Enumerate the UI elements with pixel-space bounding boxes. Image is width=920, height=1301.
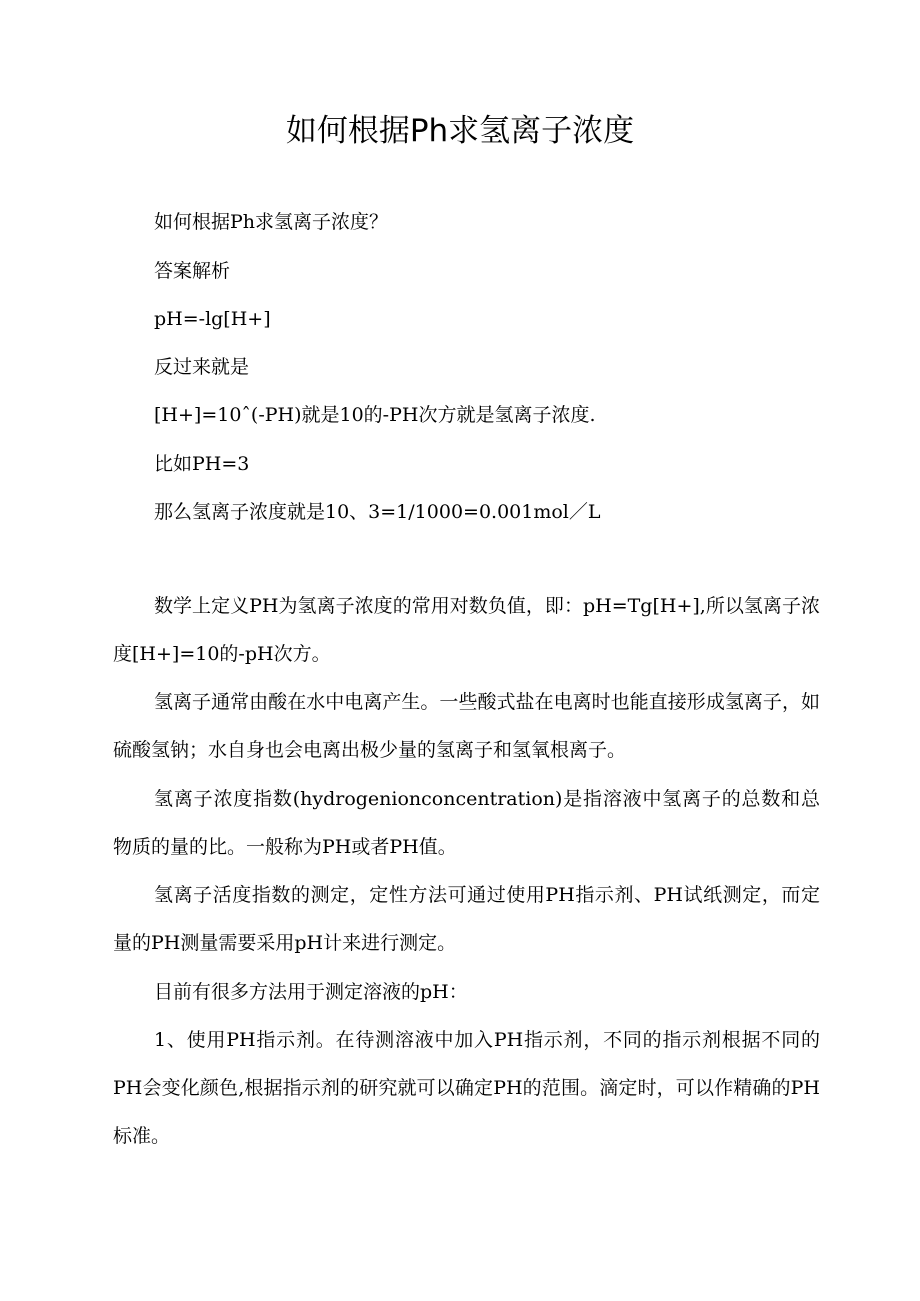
reverse-line: 反过来就是 — [154, 356, 250, 378]
example-result-line: 那么氢离子浓度就是10、3=1/1000=0.001mol／L — [154, 501, 601, 523]
paragraph-index: 氢离子浓度指数(hydrogenionconcentration)是指溶液中氢离子的总数和总物质的量的比。一般称为PH或者PH值。 — [113, 788, 820, 858]
question-line: 如何根据Ph求氢离子浓度？ — [154, 211, 389, 233]
paragraph-measurement: 氢离子活度指数的测定，定性方法可通过使用PH指示剂、PH试纸测定，而定量的PH测量需要采用pH计来进行测定。 — [113, 884, 820, 954]
example-line: 比如PH=3 — [154, 453, 250, 475]
paragraph-definition: 数学上定义PH为氢离子浓度的常用对数负值，即：pH=Tg[H+],所以氢离子浓度[H+]=10的-pH次方。 — [113, 595, 820, 665]
answer-heading: 答案解析 — [154, 260, 231, 282]
paragraph-method-1: 1、使用PH指示剂。在待测溶液中加入PH指示剂，不同的指示剂根据不同的PH会变化颜色,根据指示剂的研究就可以确定PH的范围。滴定时，可以作精确的PH标准。 — [113, 1029, 820, 1147]
paragraph-origin: 氢离子通常由酸在水中电离产生。一些酸式盐在电离时也能直接形成氢离子，如硫酸氢钠；水自身也会电离出极少量的氢离子和氢氧根离子。 — [113, 691, 820, 761]
page-title: 如何根据Ph求氢离子浓度 — [285, 113, 635, 149]
formula-line: pH=-lg[H+] — [154, 308, 271, 330]
inverse-formula-line: [H+]=10ˆ(-PH)就是10的-PH次方就是氢离子浓度. — [154, 404, 596, 426]
paragraph-methods-intro: 目前有很多方法用于测定溶液的pH： — [154, 981, 468, 1003]
